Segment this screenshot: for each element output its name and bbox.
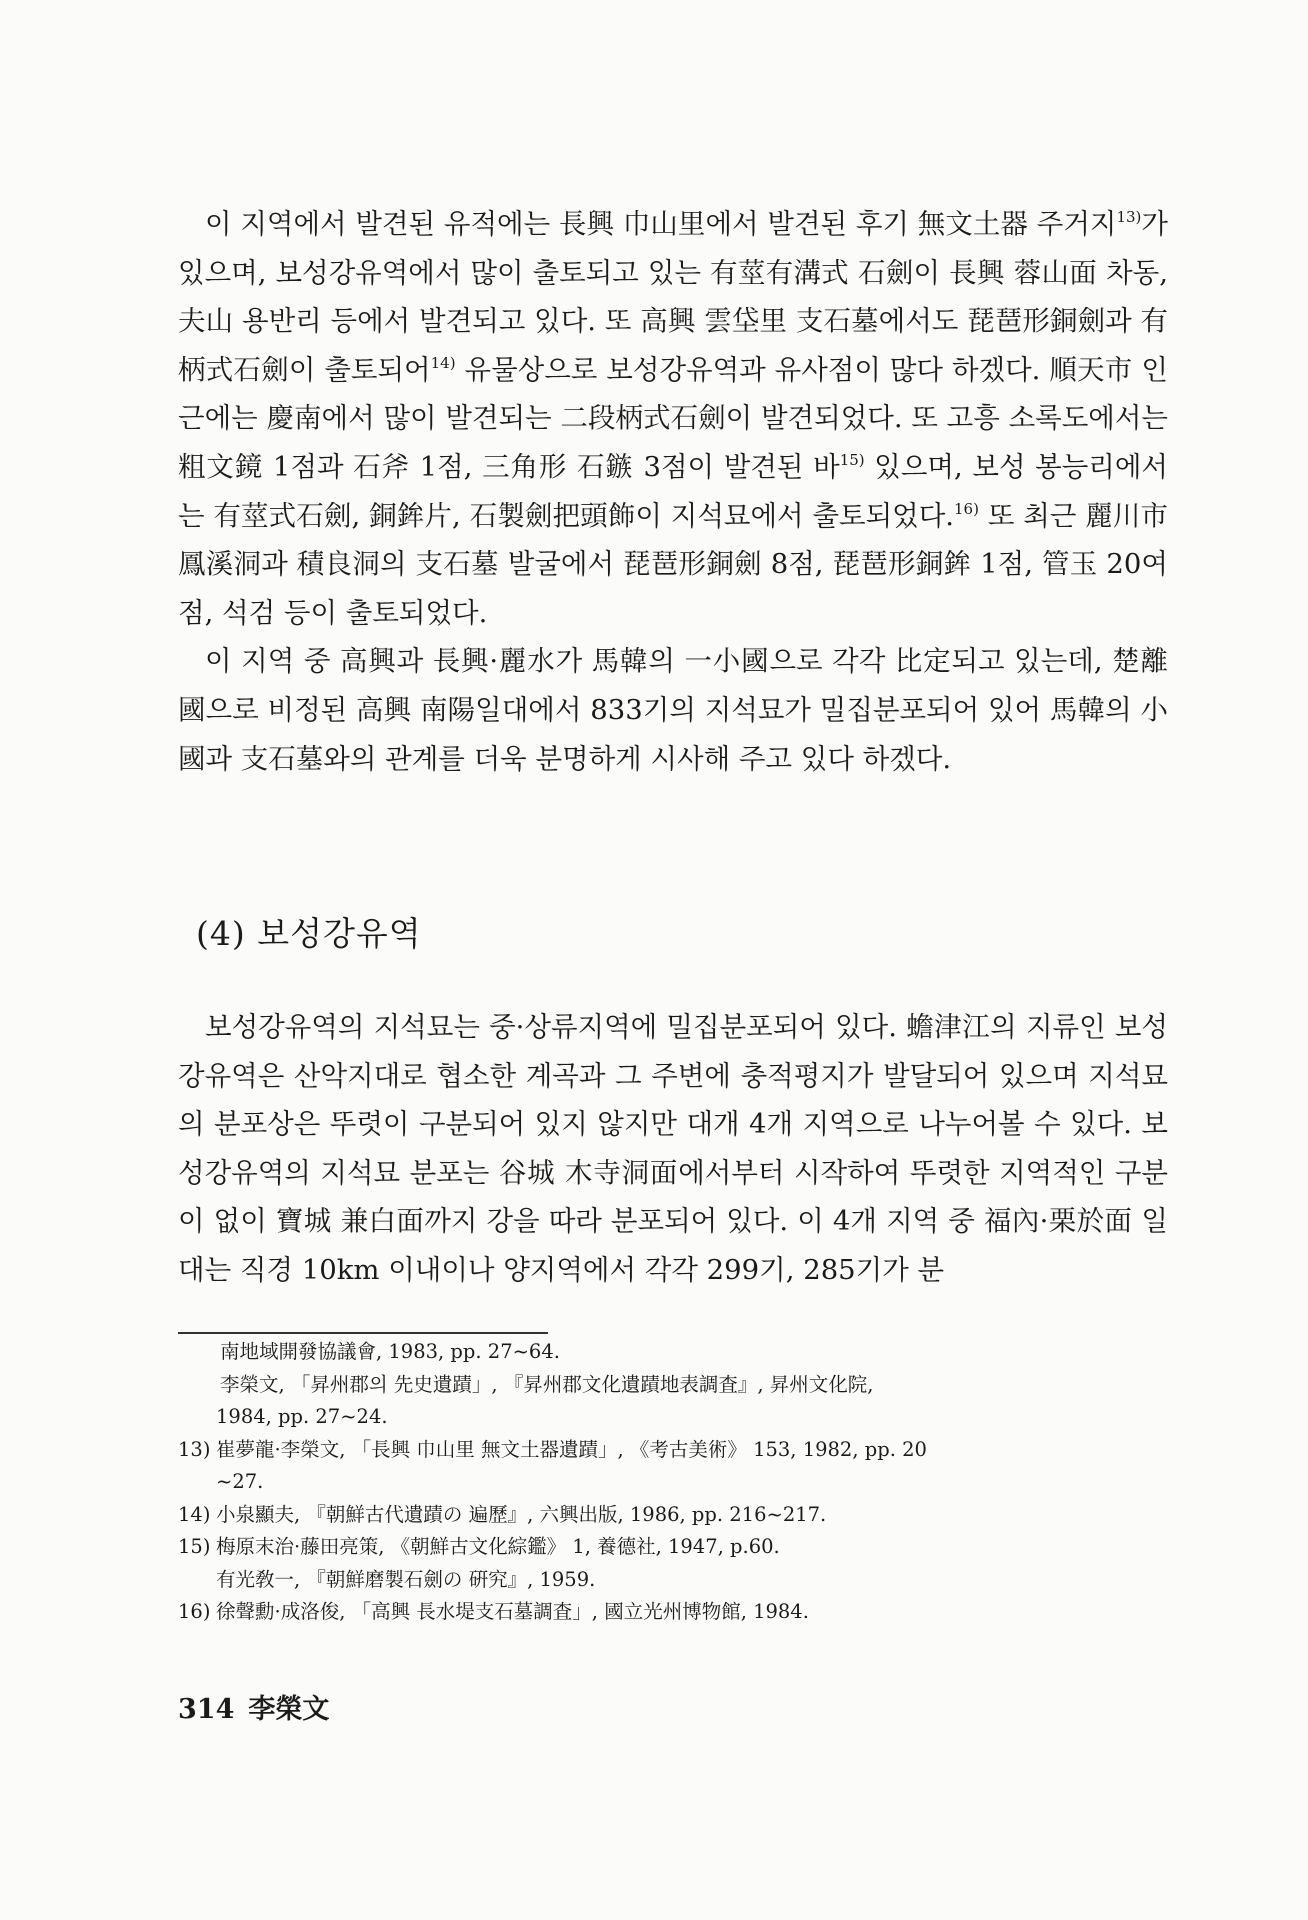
section-heading: (4) 보성강유역 — [196, 914, 422, 953]
footnote-line: 徐聲勳·成洛俊, 「高興 長水堤支石墓調査」, 國立光州博物館, 1984. — [216, 1600, 809, 1623]
footnote-16 — [178, 1596, 1168, 1629]
running-author: 李榮文 — [248, 1694, 330, 1725]
footnote-continuation-2a: 李榮文, 「昇州郡의 先史遺蹟」, 『昇州郡文化遺蹟地表調査』, 昇州文化院, — [220, 1372, 874, 1396]
body-text-upper — [178, 200, 1168, 783]
paragraph-2: 이 지역 중 高興과 長興·麗水가 馬韓의 一小國으로 각각 比定되고 있는데, 楚離國으로 비정된 高興 南陽일대에서 833기의 지석묘가 밀집분포되어 있어 馬韓의 小國과 支石墓와의 관계를 더욱 분명하게 시사해 주고 있다 하겠다. — [178, 645, 1168, 775]
footnote-line: 小泉顯夫, 『朝鮮古代遺蹟の 遍歷』, 六興出版, 1986, pp. 216~217. — [216, 1502, 827, 1526]
footnote-mark: 16) — [178, 1600, 211, 1623]
footnote-ref-15[interactable]: 15) — [839, 450, 865, 469]
footnote-text — [216, 1596, 1168, 1629]
footnote-line: 梅原末治·藤田亮策, 《朝鮮古文化綜鑑》 1, 養德社, 1947, p.60. — [216, 1535, 780, 1558]
footnote-15 — [178, 1531, 1168, 1596]
footnote-text — [216, 1434, 1168, 1499]
body-text-lower — [178, 1003, 1168, 1295]
page-footer — [178, 1692, 329, 1728]
footnote-text — [216, 1531, 1168, 1596]
footnote-13 — [178, 1434, 1168, 1499]
footnote-continuation-1: 南地域開發協議會, 1983, pp. 27~64. — [220, 1340, 560, 1363]
paragraph-3: 보성강유역의 지석묘는 중·상류지역에 밀집분포되어 있다. 蟾津江의 지류인 보성강유역은 산악지대로 협소한 계곡과 그 주변에 충적평지가 발달되어 있으며 지석묘의 분포상은 뚜렷이 구분되어 있지 않지만 대개 4개 지역으로 나누어볼 수 있다. 보성강유역의 지석묘 분포는 谷城 木寺洞面에서부터 시작하여 뚜렷한 지역적인 구분이 없이 寶城 兼白面까지 강을 따라 분포되어 있다. 이 4개 지역 중 福內·栗於面 일대는 직경 10km 이내이나 양지역에서 각각 299기, 285기가 분 — [178, 1011, 1168, 1286]
paragraph-1-text-a: 이 지역에서 발견된 유적에는 長興 巾山里에서 발견된 후기 無文土器 주거지 — [205, 208, 1117, 240]
footnote-mark: 15) — [178, 1535, 211, 1558]
footnote-line: ~27. — [216, 1470, 264, 1493]
paragraph-1-text-d: 있으며, 보성 봉능리에서는 有莖式石劍, 銅鉾片, 石製劍把頭飾이 지석묘에서 출토되었다. — [178, 450, 1168, 532]
footnote-line: 崔夢龍·李榮文, 「長興 巾山里 無文土器遺蹟」, 《考古美術》 153, 1982, pp. 20 — [216, 1437, 927, 1461]
paragraph-1-text-c: 유물상으로 보성강유역과 유사점이 많다 하겠다. 順天市 인근에는 慶南에서 많이 발견되는 二段柄式石劍이 발견되었다. 또 고흥 소록도에서는 粗文鏡 1점과 石斧 1점, 三角形 石鏃 3점이 발견된 바 — [178, 353, 1168, 483]
footnote-separator — [178, 1332, 548, 1334]
footnote-continuation-2b: 1984, pp. 27~24. — [216, 1405, 388, 1428]
footnote-14 — [178, 1499, 1168, 1532]
paragraph-1-text-e: 또 최근 麗川市 鳳溪洞과 積良洞의 支石墓 발굴에서 琵琶形銅劍 8점, 琵琶形銅鉾 1점, 管玉 20여 점, 석검 등이 출토되었다. — [178, 499, 1168, 629]
footnote-mark: 14) — [178, 1502, 211, 1526]
page-number: 314 — [178, 1694, 235, 1725]
footnote-ref-13[interactable]: 13) — [1116, 208, 1142, 226]
paragraph-1-text-b: 가 있으며, 보성강유역에서 많이 출토되고 있는 有莖有溝式 石劍이 長興 蓉山面 차동, 夫山 용반리 등에서 발견되고 있다. 또 高興 雲垈里 支石墓에서도 琵琶形銅劍과 有柄式石劍이 출토되어 — [178, 208, 1168, 386]
paragraph-1 — [178, 200, 1168, 637]
footnotes — [178, 1336, 1168, 1629]
footnote-ref-14[interactable]: 14) — [430, 353, 456, 372]
footnote-line: 有光敎一, 『朝鮮磨製石劍の 硏究』, 1959. — [216, 1567, 596, 1591]
footnote-text — [216, 1499, 1168, 1532]
footnote-ref-16[interactable]: 16) — [954, 499, 979, 518]
footnote-mark: 13) — [178, 1437, 211, 1461]
